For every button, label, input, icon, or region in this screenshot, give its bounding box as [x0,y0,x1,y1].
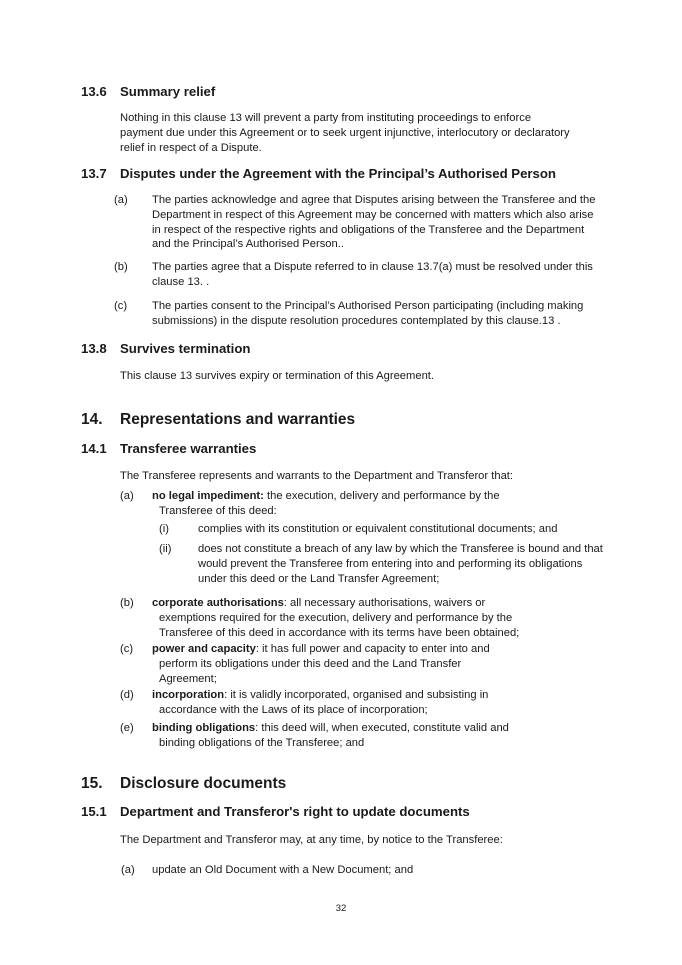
item-label: (a) [121,864,135,876]
bold-term: no legal impediment: [152,490,264,502]
item-label: (c) [114,300,128,312]
text-run: : it has full power and capacity to enter into and [255,643,490,655]
heading-14-title: Representations and warranties [120,411,356,428]
item-label: (e) [120,722,134,734]
text-line: clause 13. . [152,275,210,288]
text-line: does not constitute a breach of any law by which the Transferee is bound and that [198,543,603,555]
bold-term: power and capacity [152,643,256,655]
para-13-7-a [152,193,595,252]
sub-item-label: (i) [159,523,169,535]
text-line: The parties consent to the Principal’s Authorised Person participating (including making [152,300,584,312]
para-13-6 [120,111,570,155]
text-line: binding obligations of the Transferee; and [159,736,365,749]
para-14-1-c [152,642,490,686]
item-label: (b) [120,597,134,609]
text-line [152,489,500,504]
text-line: Nothing in this clause 13 will prevent a party from instituting proceedings to enforce [120,112,532,124]
bold-term: corporate authorisations [152,597,284,609]
text-line: accordance with the Laws of its place of incorporation; [159,703,428,716]
heading-14-1-number: 14.1 [81,441,107,456]
para-14-1-a [152,489,500,519]
para-13-7-b [152,260,593,290]
para-14-1-intro: The Transferee represents and warrants to the Department and Transferor that: [120,470,514,482]
heading-15-1-title: Department and Transferor's right to update documents [120,804,470,819]
text-line: would prevent the Transferee from entering into and performing its obligations [198,557,583,570]
para-13-8: This clause 13 survives expiry or termination of this Agreement. [120,370,435,382]
text-line: and the Principal’s Authorised Person.. [152,238,344,251]
para-14-1-a-i: complies with its constitution or equivalent constitutional documents; and [198,523,558,535]
page-number: 32 [335,903,347,914]
item-label: (c) [120,643,134,655]
text-line: in respect of the respective rights and obligations of the Transferee and the Department [152,223,585,236]
text-line: Transferee of this deed in accordance with its terms have been obtained; [159,626,520,639]
para-14-1-d [152,688,488,718]
text-line: payment due under this Agreement or to seek urgent injunctive, interlocutory or declaratory [120,126,570,139]
heading-13-7-title: Disputes under the Agreement with the Principal’s Authorised Person [120,166,556,181]
heading-13-8-title: Survives termination [120,341,251,356]
text-line [152,721,509,736]
text-line: exemptions required for the execution, delivery and performance by the [159,611,513,624]
text-line: Transferee of this deed: [159,504,277,517]
heading-13-7-number: 13.7 [81,166,107,181]
text-run: the execution, delivery and performance by the [263,490,500,502]
text-line: under this deed or the Land Transfer Agreement; [198,572,440,585]
text-line: submissions) in the dispute resolution procedures contemplated by this clause.13 . [152,314,561,327]
text-run: : all necessary authorisations, waivers or [283,597,486,609]
item-label: (d) [120,689,134,701]
heading-13-8-number: 13.8 [81,341,107,356]
heading-15-1-number: 15.1 [81,804,107,819]
item-label: (a) [114,194,128,206]
text-line: Department in respect of this Agreement may be concerned with matters which also arise [152,208,594,221]
item-label: (b) [114,261,128,273]
text-line: relief in respect of a Dispute. [120,141,262,154]
text-line [152,642,490,657]
heading-13-6-title: Summary relief [120,84,216,99]
heading-15-title: Disclosure documents [120,775,287,792]
text-line: perform its obligations under this deed and the Land Transfer [159,657,462,670]
text-line: The parties acknowledge and agree that Disputes arising between the Transferee and the [152,194,596,206]
text-line [152,596,519,611]
bold-term: incorporation [152,689,225,701]
sub-item-label: (ii) [159,543,172,555]
para-14-1-b [152,596,519,640]
bold-term: binding obligations [152,722,256,734]
para-13-7-c [152,299,583,329]
para-14-1-e [152,721,509,751]
heading-13-6-number: 13.6 [81,84,107,99]
heading-14-number: 14. [81,411,103,428]
text-line: Agreement; [159,672,217,685]
text-line: The parties agree that a Dispute referred to in clause 13.7(a) must be resolved under this [152,261,593,273]
item-label: (a) [120,490,134,502]
heading-15-number: 15. [81,775,103,792]
text-run: : it is validly incorporated, organised and subsisting in [224,689,489,701]
heading-14-1-title: Transferee warranties [120,441,257,456]
text-line [152,688,488,703]
para-15-1-a: update an Old Document with a New Document; and [152,864,414,876]
text-run: : this deed will, when executed, constitute valid and [255,722,509,734]
para-15-1-intro: The Department and Transferor may, at any time, by notice to the Transferee: [120,834,503,846]
para-14-1-a-ii [198,542,603,586]
